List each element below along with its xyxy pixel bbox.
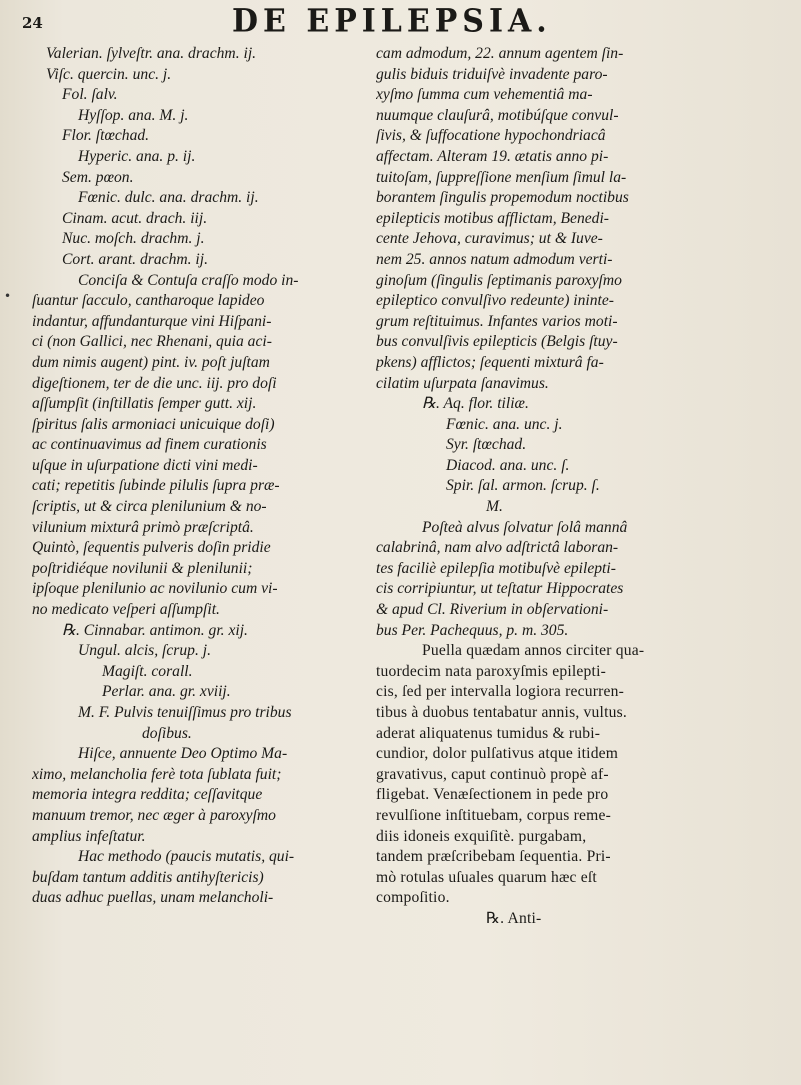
text-line: pkens) afflictos; ſequenti mixturâ fa-	[376, 353, 604, 371]
text-line: bus convulſivis epilepticis (Belgis ſtuy-	[376, 333, 618, 351]
text-line: Flor. ſtœchad.	[62, 127, 150, 145]
text-line: xyſmo ſumma cum vehementiâ ma-	[376, 86, 593, 104]
text-line: cilatim uſurpata ſanavimus.	[376, 374, 549, 392]
text-line: cis, ſed per intervalla logiora recurren-	[376, 683, 625, 701]
text-line: ſuantur ſacculo, cantharoque lapideo	[32, 292, 265, 310]
text-line: Hyperic. ana. p. ij.	[78, 147, 196, 165]
text-line: bus Per. Pachequus, p. m. 305.	[376, 621, 569, 639]
margin-bullet-mark: •	[4, 289, 12, 303]
text-line: ſcriptis, ut & circa plenilunium & no-	[32, 498, 267, 516]
text-line: memoria integra reddita; ceſſavitque	[32, 786, 263, 804]
text-line: tes faciliè epilepſia motibuſvè epilepti-	[376, 559, 616, 577]
text-line: duas adhuc puellas, unam melancholi-	[32, 889, 274, 907]
text-line: ximo, melancholia ferè tota ſublata fuit;	[32, 765, 282, 783]
text-line: ac continuavimus ad finem curationis	[32, 436, 267, 454]
text-line: Fœnic. ana. unc. j.	[446, 415, 563, 433]
text-line: vilunium mixturâ primò præſcriptâ.	[32, 518, 254, 536]
text-line: tuordecim nata paroxyſmis epilepti-	[376, 662, 607, 680]
text-line: epilepticis motibus afflictam, Benedi-	[376, 209, 609, 227]
text-line: mò rotulas uſuales quarum hæc eſt	[376, 868, 597, 886]
running-title: DE EPILEPSIA.	[232, 3, 552, 40]
text-line: M. F. Pulvis tenuiſſimus pro tribus	[78, 704, 292, 721]
text-line: revulſione inſtituebam, corpus reme-	[376, 806, 611, 824]
text-line: nuumque clauſurâ, motibúſque convul-	[376, 106, 619, 124]
text-line: tuitoſam, ſuppreſſione menſium ſimul la-	[376, 168, 627, 186]
text-line: cam admodum, 22. annum agentem ſin-	[376, 45, 624, 62]
text-line: ginoſum (ſingulis ſeptimanis paroxyſmo	[376, 271, 622, 289]
text-line: tibus à duobus tentabatur annis, vultus.	[376, 704, 627, 721]
text-line: ℞. Aq. flor. tiliæ.	[422, 395, 529, 413]
text-line: digeſtionem, ter de die unc. iij. pro doſi	[32, 374, 277, 392]
text-line: Fol. ſalv.	[62, 86, 118, 104]
right-text-column	[376, 44, 771, 930]
text-line: ſivis, & ſuffocatione hypochondriacâ	[376, 127, 606, 145]
text-line: Fœnic. dulc. ana. drachm. ij.	[78, 189, 259, 207]
text-line: ſpiritus ſalis armoniaci unicuique doſi)	[32, 415, 275, 433]
text-line: Perlar. ana. gr. xviij.	[102, 683, 231, 701]
text-line: tandem præſcribebam ſequentia. Pri-	[376, 848, 611, 866]
text-line: poſtridiéque novilunii & plenilunii;	[32, 559, 253, 577]
text-line: grum reſtituimus. Infantes varios moti-	[376, 312, 618, 330]
text-line: Hac methodo (paucis mutatis, qui-	[78, 848, 295, 866]
text-line: ci (non Gallici, nec Rhenani, quia aci-	[32, 333, 272, 351]
text-line: ℞. Anti-	[486, 909, 542, 927]
text-line: Sem. pœon.	[62, 168, 134, 186]
text-line: & apud Cl. Riverium in obſervationi-	[376, 601, 609, 619]
text-line: cis corripiuntur, ut teſtatur Hippocrates	[376, 580, 624, 598]
text-line: epileptico convulſivo redeunte) ininte-	[376, 292, 615, 310]
text-line: M.	[486, 498, 503, 516]
text-line: gulis biduis triduiſvè invadente paro-	[376, 65, 608, 83]
text-line: Hiſce, annuente Deo Optimo Ma-	[78, 745, 288, 763]
text-line: ipſoque plenilunio ac novilunio cum vi-	[32, 580, 278, 598]
text-line: Ungul. alcis, ſcrup. j.	[78, 642, 211, 660]
text-line: Viſc. quercin. unc. j.	[46, 65, 172, 83]
text-line: fligebat. Venæſectionem in pede pro	[376, 786, 609, 804]
left-text-column	[32, 44, 366, 909]
text-line: amplius infeſtatur.	[32, 827, 146, 845]
text-line: dum nimis augent) pint. iv. poſt juſtam	[32, 353, 270, 371]
text-line: Conciſa & Contuſa craſſo modo in-	[78, 271, 299, 289]
text-line: borantem ſingulis propemodum noctibus	[376, 189, 629, 207]
text-line: Hyſſop. ana. M. j.	[78, 106, 189, 124]
text-line: affectam. Alteram 19. ætatis anno pi-	[376, 147, 609, 165]
text-line: nem 25. annos natum admodum verti-	[376, 250, 613, 268]
text-line: aſſumpſit (inſtillatis ſemper gutt. xij.	[32, 395, 257, 413]
text-line: calabrinâ, nam alvo adſtrictâ laboran-	[376, 539, 619, 557]
text-line: Puella quædam annos circiter qua-	[422, 642, 645, 660]
text-line: Spir. ſal. armon. ſcrup. ſ.	[446, 477, 600, 495]
text-line: Cort. arant. drachm. ij.	[62, 250, 208, 268]
page-header	[0, 4, 801, 44]
text-line: Nuc. moſch. drachm. j.	[62, 230, 205, 248]
text-line: Diacod. ana. unc. ſ.	[446, 456, 570, 474]
text-line: buſdam tantum additis antihyſtericis)	[32, 868, 264, 886]
text-line: Quintò, ſequentis pulveris doſin pridie	[32, 539, 271, 557]
text-line: Cinam. acut. drach. iij.	[62, 209, 208, 227]
page-number: 24	[22, 14, 43, 32]
text-line: ℞. Cinnabar. antimon. gr. xij.	[62, 621, 248, 639]
text-line: no medicato veſperi aſſumpſit.	[32, 601, 220, 619]
text-line: cente Jehova, curavimus; ut & Iuve-	[376, 230, 603, 248]
text-line: cati; repetitis ſubinde pilulis ſupra præ-	[32, 477, 280, 495]
text-line: Syr. ſtœchad.	[446, 436, 527, 454]
text-line: aderat aliquatenus tumidus & rubi-	[376, 724, 601, 742]
text-line: compoſitio.	[376, 889, 450, 907]
text-line: Magiſt. corall.	[102, 662, 193, 680]
text-line: gravativus, caput continuò propè af-	[376, 765, 609, 783]
text-line: uſque in uſurpatione dicti vini medi-	[32, 456, 258, 474]
text-line: diis idoneis exquiſitè. purgabam,	[376, 827, 587, 845]
text-line: Poſteà alvus ſolvatur ſolâ mannâ	[422, 518, 628, 536]
text-line: indantur, affundanturque vini Hiſpani-	[32, 312, 272, 330]
text-line: Valerian. ſylveſtr. ana. drachm. ij.	[46, 45, 257, 62]
text-line: manuum tremor, nec æger à paroxyſmo	[32, 806, 276, 824]
text-line: doſibus.	[142, 724, 192, 742]
text-line: cundior, dolor pulſativus atque itidem	[376, 745, 619, 763]
